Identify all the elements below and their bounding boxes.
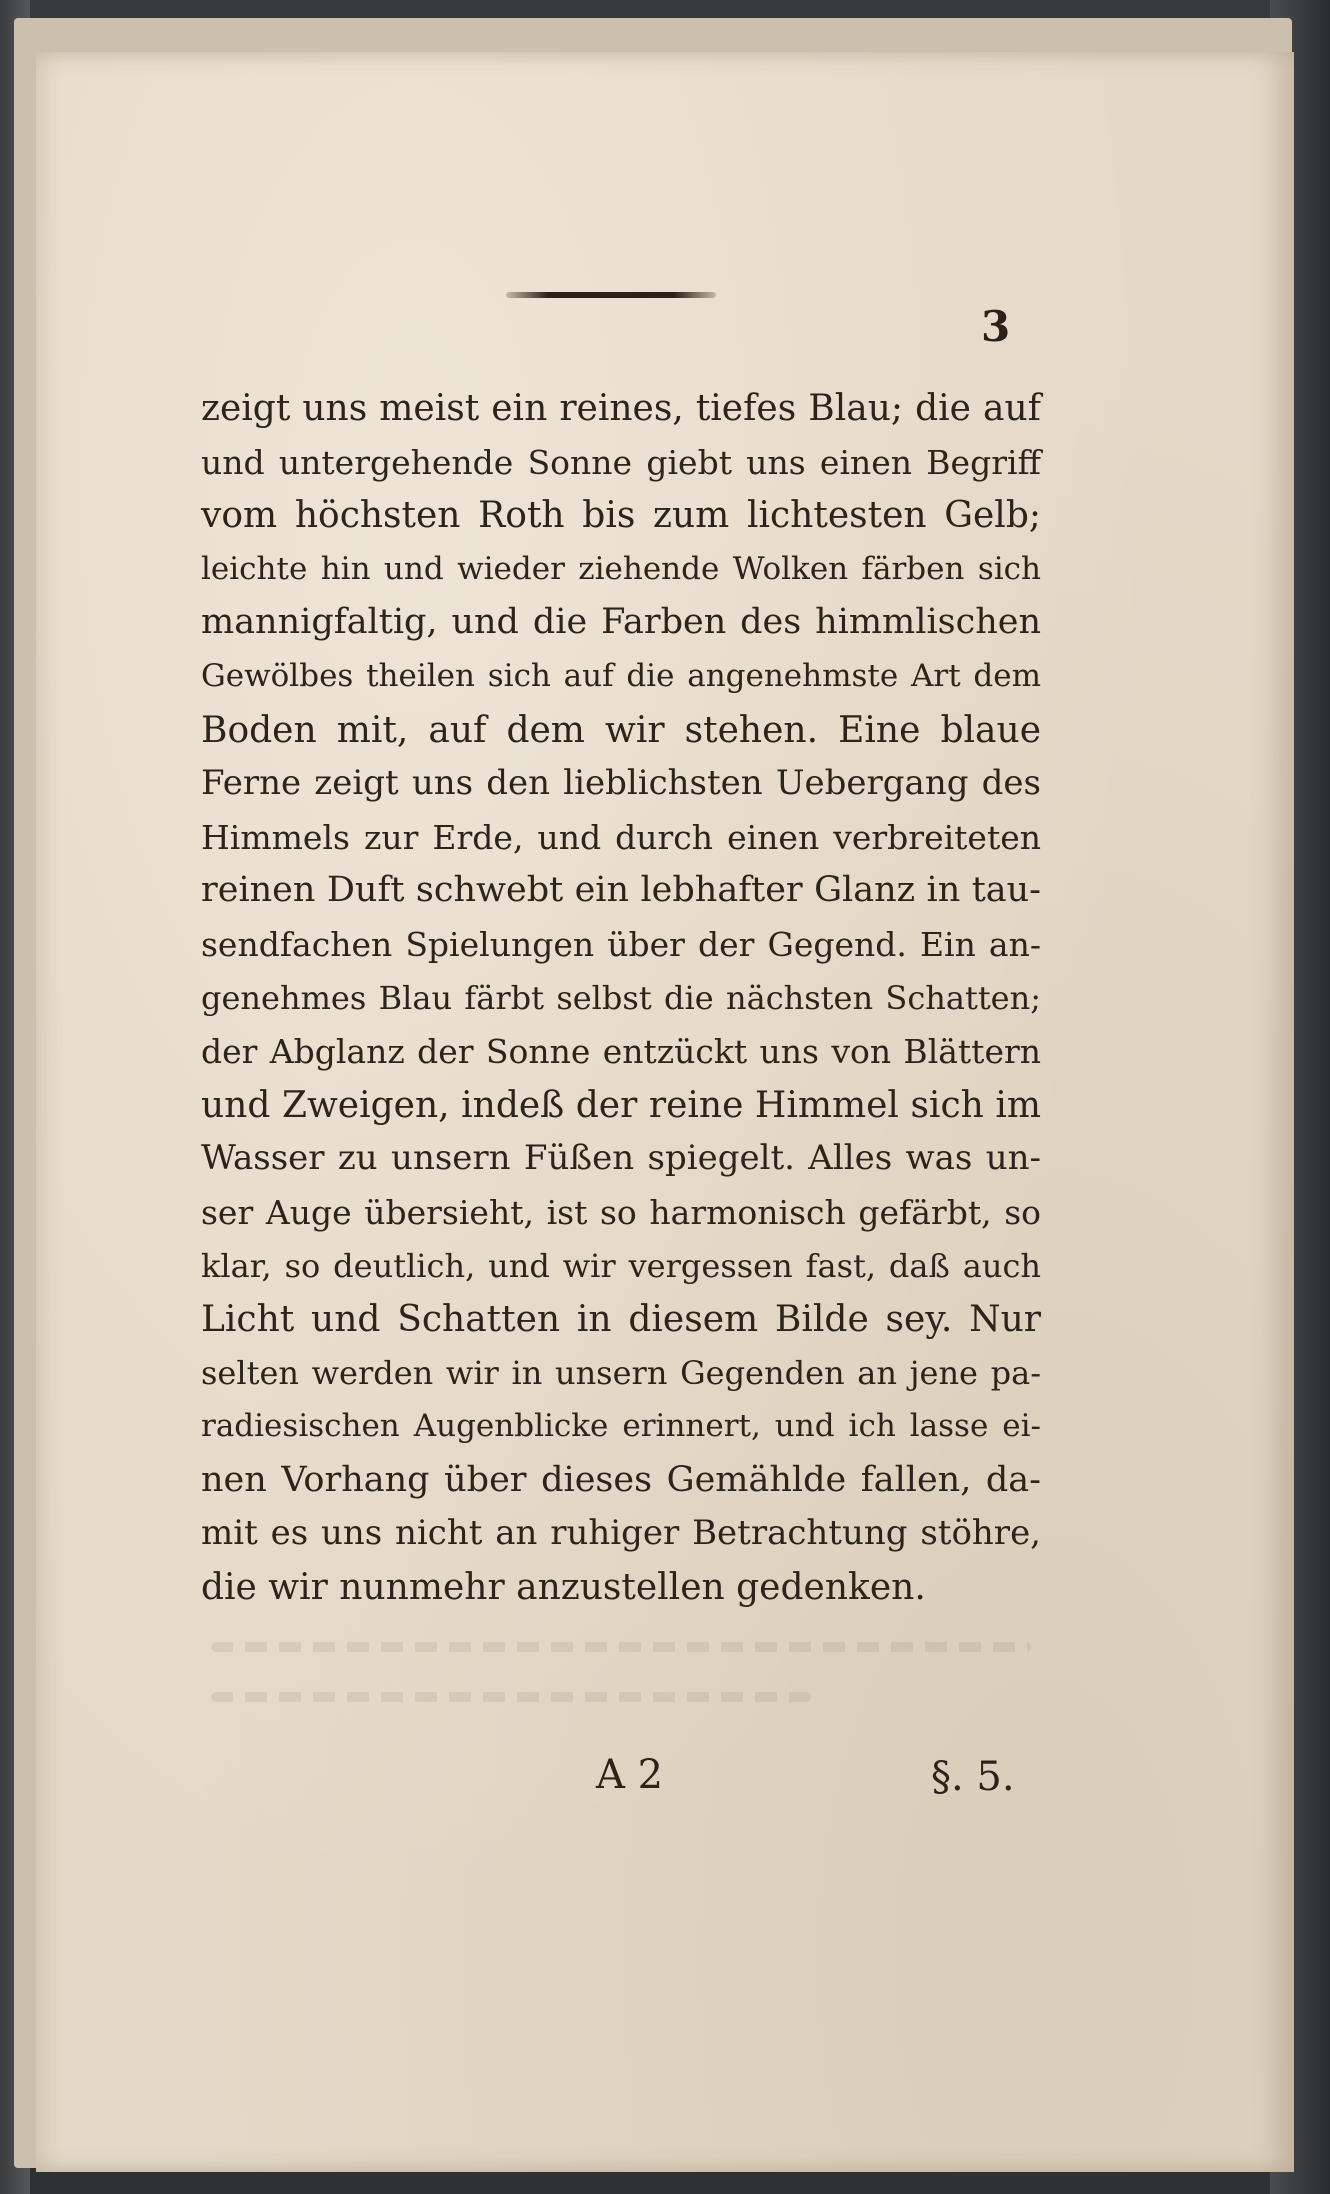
text-line-last: die wir nunmehr anzustellen gedenken. xyxy=(201,1567,926,1609)
signature-mark: A 2 xyxy=(596,1752,664,1798)
body-text xyxy=(201,382,1041,1615)
text-line: Boden mit, auf dem wir stehen. Eine blaue xyxy=(201,709,1041,751)
text-line: Wasser zu unsern Füßen spiegelt. Alles was un- xyxy=(201,1138,1041,1179)
text-line: genehmes Blau färbt selbst die nächsten Schatten; xyxy=(201,978,1041,1017)
text-line: vom höchsten Roth bis zum lichtesten Gelb; xyxy=(201,495,1041,537)
text-line: mit es uns nicht an ruhiger Betrachtung stöhre, xyxy=(201,1513,1041,1554)
text-line: radiesischen Augenblicke erinnert, und ich lasse ei- xyxy=(201,1408,1041,1445)
text-line: und untergehende Sonne giebt uns einen Begriff xyxy=(201,442,1041,482)
bleed-through xyxy=(211,1642,1031,1652)
text-line: Ferne zeigt uns den lieblichsten Uebergang des xyxy=(201,763,1041,804)
text-line: mannigfaltig, und die Farben des himmlischen xyxy=(201,602,1041,643)
page-stack xyxy=(14,18,1292,2168)
text-line: Licht und Schatten in diesem Bilde sey. Nur xyxy=(201,1299,1041,1341)
page-number: 3 xyxy=(981,302,1011,351)
text-line: zeigt uns meist ein reines, tiefes Blau; die auf xyxy=(201,388,1041,429)
text-line: Himmels zur Erde, und durch einen verbreiteten xyxy=(201,817,1041,857)
text-line: selten werden wir in unsern Gegenden an jene pa- xyxy=(201,1353,1041,1392)
bleed-through xyxy=(211,1692,811,1702)
text-line: ser Auge übersieht, ist so harmonisch gefärbt, so xyxy=(201,1192,1041,1232)
text-line: reinen Duft schwebt ein lebhafter Glanz in tau- xyxy=(201,870,1041,911)
catchword: §. 5. xyxy=(931,1754,1015,1800)
text-line: sendfachen Spielungen über der Gegend. Ein an- xyxy=(201,924,1041,964)
text-line: leichte hin und wieder ziehende Wolken färben sich xyxy=(201,550,1041,587)
book-page xyxy=(36,52,1294,2172)
text-line: und Zweigen, indeß der reine Himmel sich im xyxy=(201,1084,1041,1126)
text-line: klar, so deutlich, und wir vergessen fast, daß auch xyxy=(201,1246,1041,1285)
text-line: nen Vorhang über dieses Gemählde fallen, da- xyxy=(201,1459,1041,1500)
text-line: Gewölbes theilen sich auf die angenehmste Art dem xyxy=(201,657,1041,694)
text-line: der Abglanz der Sonne entzückt uns von Blättern xyxy=(201,1032,1041,1072)
header-rule xyxy=(506,292,716,298)
